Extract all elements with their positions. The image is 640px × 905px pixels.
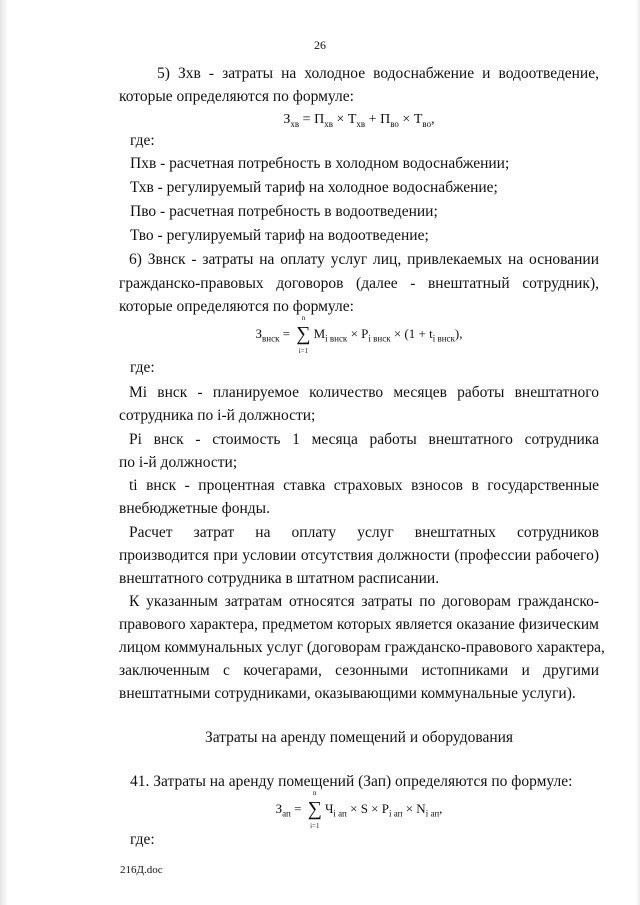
calc-para-line-3: внештатного сотрудника в штатном расписании. bbox=[119, 570, 440, 587]
formula-cold-water: $З_{хв} = П_{хв} \times Т_{хв} + П_{во} \times Т_{во}$, bbox=[283, 112, 435, 129]
item5-def-2: Тхв - регулируемый тариф на холодное водоснабжение; bbox=[130, 179, 498, 196]
section-heading: Затраты на аренду помещений и оборудования bbox=[204, 729, 514, 746]
item5-def-4: Тво - регулируемый тариф на водоотведение; bbox=[130, 227, 429, 244]
item5-def-1: Пхв - расчетная потребность в холодном водоснабжении; bbox=[130, 155, 510, 172]
calc-para-line-2: производится при условии отсутствия должности (профессии рабочего) bbox=[119, 547, 599, 564]
item41-where: где: bbox=[130, 831, 155, 848]
item6-def2-line-1: Рi внск - стоимость 1 месяца работы внештатного сотрудника bbox=[129, 431, 599, 448]
item6-def1-line-2: сотрудника по i-й должности; bbox=[119, 407, 316, 424]
sum-sign: ∑ n i=1 bbox=[307, 789, 322, 830]
ref-para-line-5: внештатными сотрудниками, оказывающими коммунальные услуги). bbox=[119, 685, 576, 702]
item41-line-1: 41. Затраты на аренду помещений (Зап) определяются по формуле: bbox=[130, 773, 573, 790]
formula-freelancer: $З_{внск}$ = ∑ n i=1 $М_{i внск} \times Р_{i внск} \times (1 + t_{i внск})$, bbox=[255, 314, 463, 355]
item6-line-3: которые определяются по формуле: bbox=[119, 298, 354, 315]
ref-para-line-2: правового характера, предметом которых является оказание физическим bbox=[119, 616, 599, 633]
scan-edge-left bbox=[0, 0, 8, 905]
page-number: 26 bbox=[314, 38, 326, 52]
item6-def3-line-2: внебюджетные фонды. bbox=[119, 500, 270, 517]
item6-def3-line-1: ti внск - процентная ставка страховых взносов в государственные bbox=[129, 477, 599, 494]
item6-line-2: гражданско-правовых договоров (далее - внештатный сотрудник), bbox=[119, 275, 599, 292]
item6-line-1: 6) Звнск - затраты на оплату услуг лиц, привлекаемых на основании bbox=[129, 251, 599, 268]
footer-filename: 216Д.doc bbox=[120, 864, 163, 876]
item6-where: где: bbox=[130, 359, 155, 376]
item5-where: где: bbox=[130, 132, 155, 149]
ref-para-line-4: заключенным с кочегарами, сезонными истопниками и другими bbox=[119, 662, 599, 679]
item5-def-3: Пво - расчетная потребность в водоотведении; bbox=[130, 203, 438, 220]
calc-para-line-1: Расчет затрат на оплату услуг внештатных сотрудников bbox=[129, 524, 599, 541]
formula-rent: $З_{ап}$ = ∑ n i=1 $Ч_{i ап} \times S \times Р_{i ап} \times N_{i ап}$, bbox=[275, 789, 443, 830]
ref-para-line-3: лицом коммунальных услуг (договорам гражданско-правового характера, bbox=[119, 639, 605, 656]
item5-line-1: 5) Зхв - затраты на холодное водоснабжение и водоотведение, bbox=[157, 65, 599, 82]
ref-para-line-1: К указанным затратам относятся затраты по договорам гражданско- bbox=[129, 593, 599, 610]
sum-sign: ∑ n i=1 bbox=[296, 314, 311, 355]
item6-def1-line-1: Мi внск - планируемое количество месяцев работы внештатного bbox=[129, 384, 599, 401]
scan-edge-right bbox=[636, 0, 640, 905]
item6-def2-line-2: по i-й должности; bbox=[119, 454, 238, 471]
item5-line-2: которые определяются по формуле: bbox=[119, 88, 354, 105]
